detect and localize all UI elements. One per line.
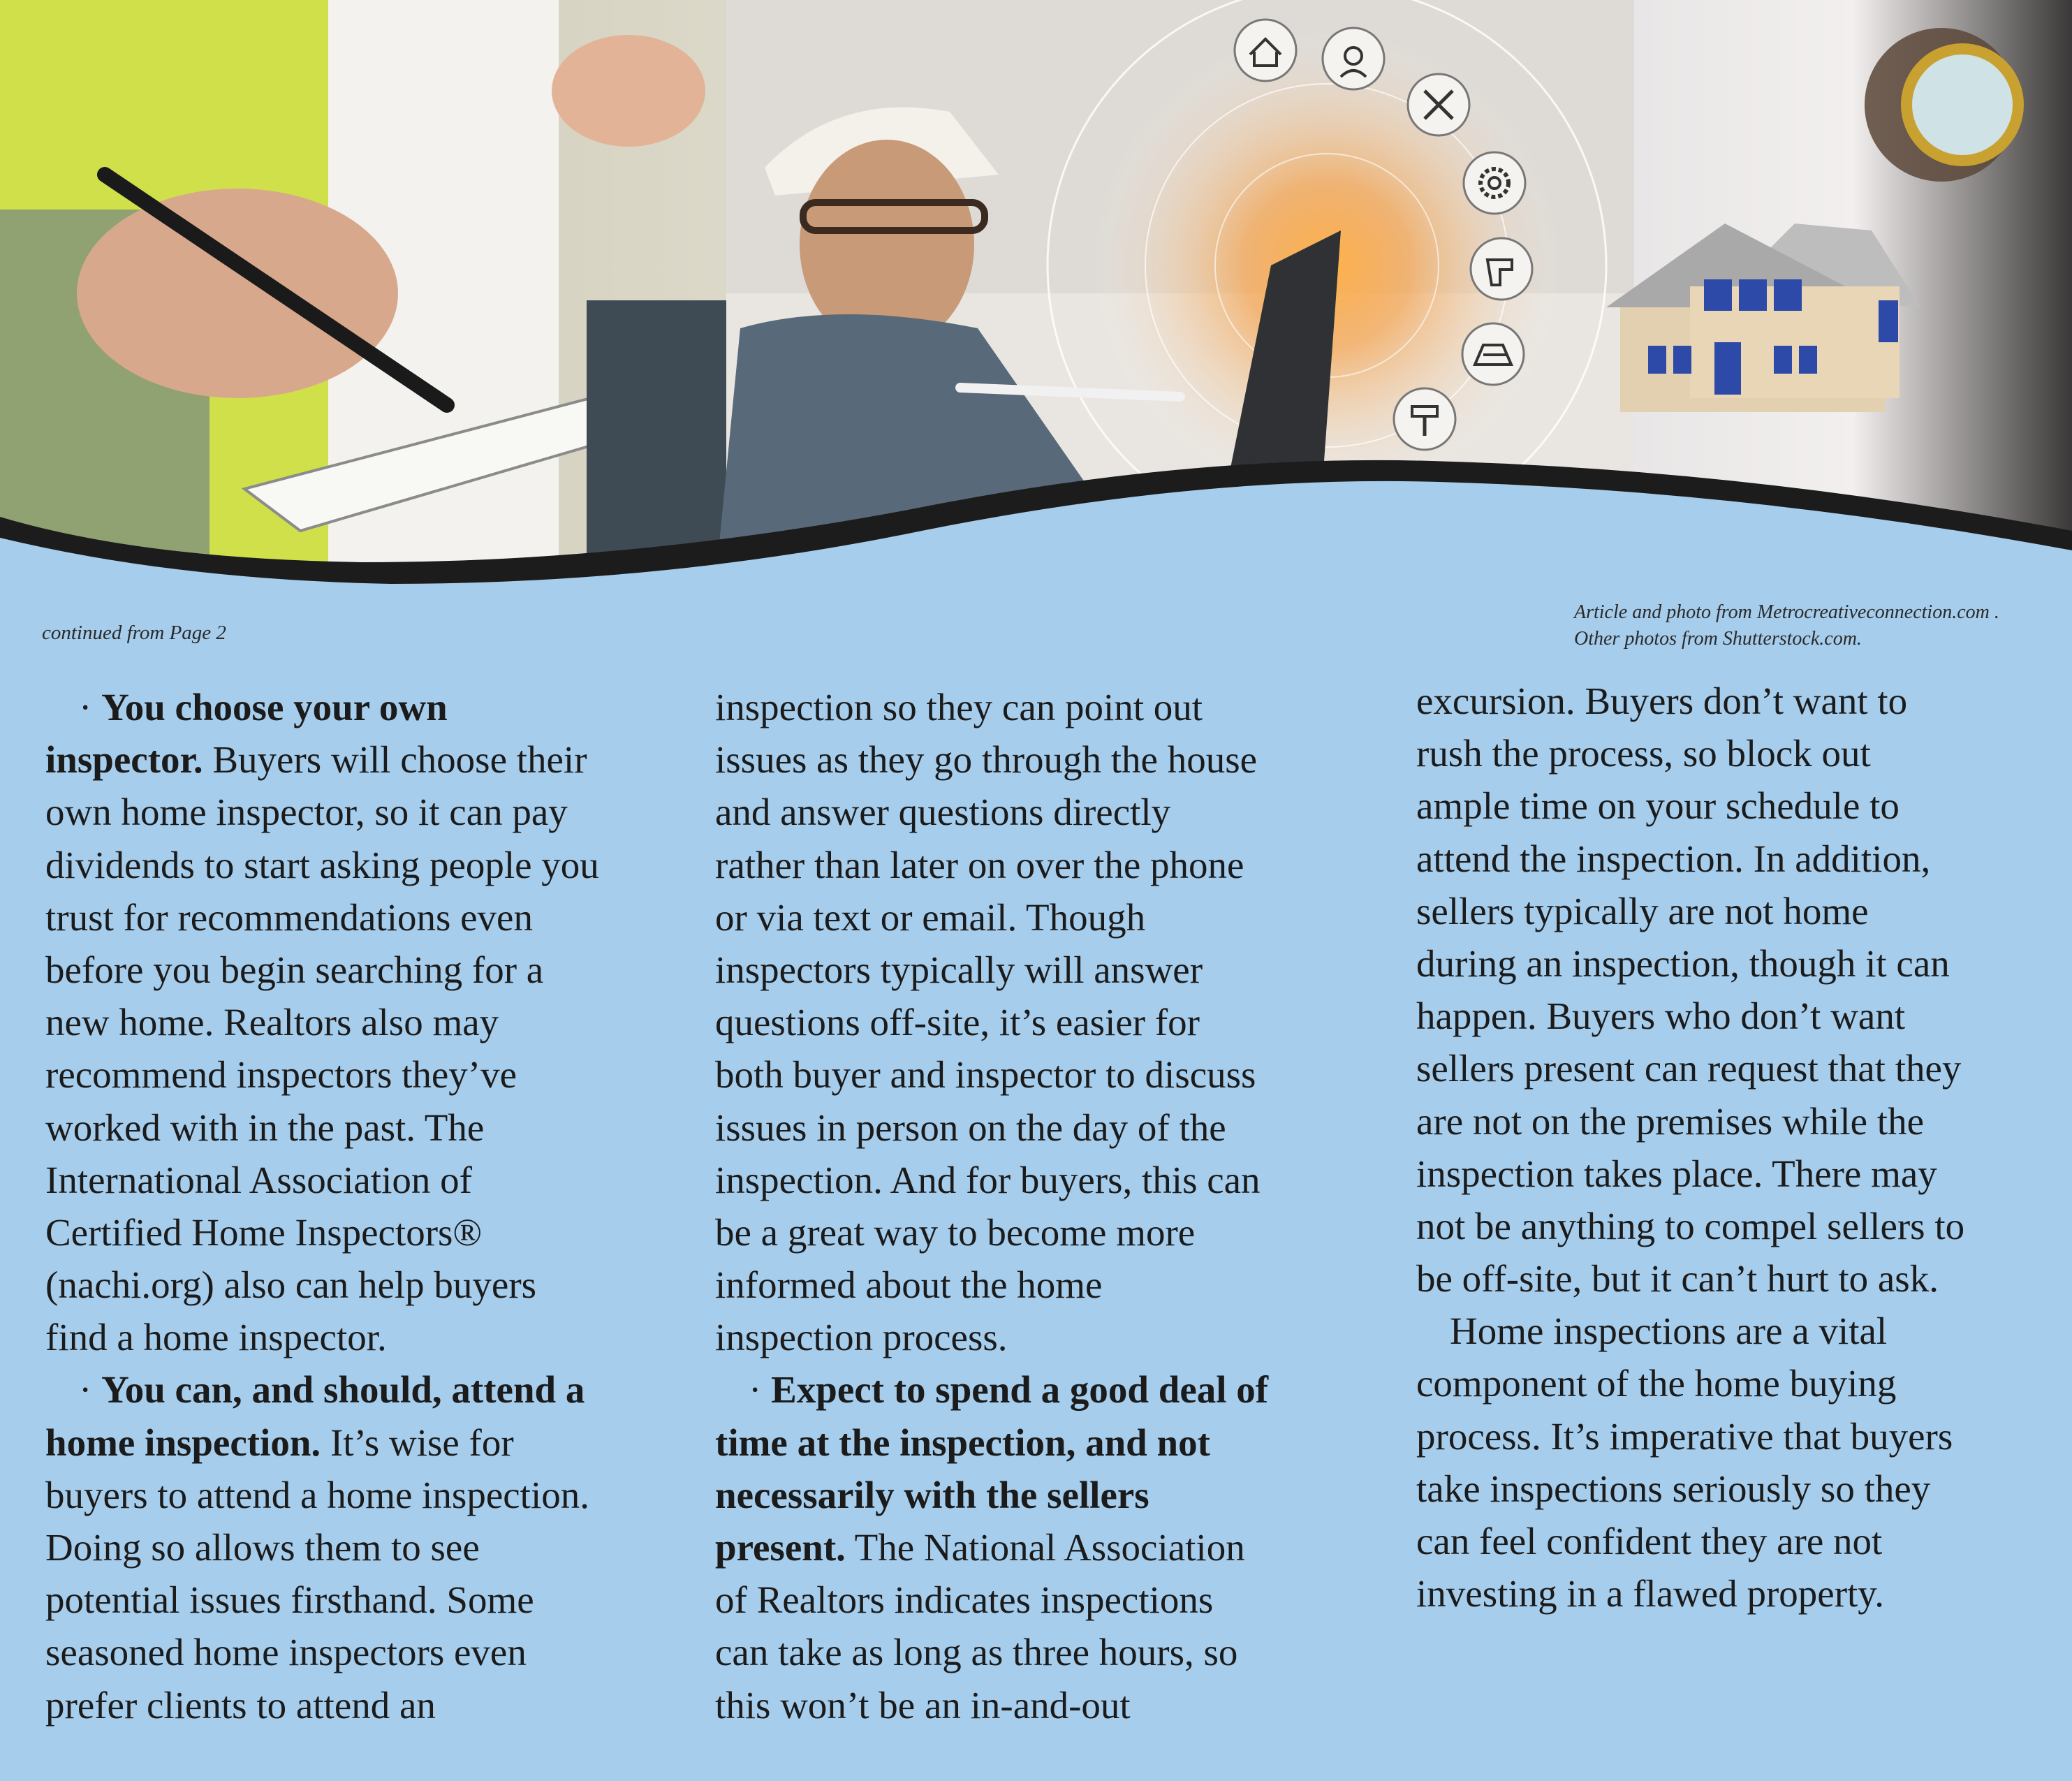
text-line: before you begin searching for a [45,948,544,991]
text-line: informed about the home [715,1263,1103,1307]
photo-credit-line: Article and photo from Metrocreativeconnection.com . [1574,601,1999,623]
floor-plan-icon [1462,323,1524,385]
text-line: potential issues firsthand. Some [45,1578,534,1622]
text-line [45,681,688,733]
magnifying-glass [1906,49,2018,161]
text-line: of Realtors indicates inspections [715,1578,1214,1622]
text-line [715,1521,1358,1574]
photo-credit-line: Other photos from Shutterstock.com. [1574,628,1862,650]
subhead: inspector. [45,738,203,782]
text-line: (nachi.org) also can help buyers [45,1263,537,1307]
text-line: inspection takes place. There may [1416,1152,1937,1195]
text-line [45,733,688,786]
subhead: You can, and should, attend a [101,1368,585,1412]
text-line: take inspections seriously so they [1416,1467,1931,1510]
text-line: prefer clients to attend an [45,1683,436,1727]
text-line [715,1363,1358,1416]
text-line: worked with in the past. The [45,1106,485,1149]
text-line: Doing so allows them to see [45,1526,480,1569]
text-line: happen. Buyers who don’t want [1416,995,1906,1038]
text-line: Home inspections are a vital [1450,1310,1888,1353]
text-line: issues in person on the day of the [715,1106,1226,1149]
text-line: be a great way to become more [715,1210,1196,1254]
text-line: inspection process. [715,1316,1008,1359]
text-line: be off-site, but it can’t hurt to ask. [1416,1257,1939,1300]
photo-credit [1574,599,1999,652]
subhead: home inspection. [45,1421,321,1464]
bullet: · [749,1368,772,1412]
text-line: issues as they go through the house [715,738,1258,782]
text-line: rush the process, so block out [1416,732,1871,775]
text-line: recommend inspectors they’ve [45,1053,517,1097]
text-line: excursion. Buyers don’t want to [1416,680,1908,722]
text-line: investing in a flawed property. [1416,1572,1884,1615]
text-line: trust for recommendations even [45,895,533,939]
text-line: own home inspector, so it can pay [45,791,568,834]
text-line: International Association of [45,1158,472,1201]
text-line: and answer questions directly [715,791,1171,834]
banner-photo-collage [0,0,2072,615]
text-line: sellers present can request that they [1416,1047,1962,1090]
text-line: inspectors typically will answer [715,948,1203,991]
bullet: · [79,1368,102,1412]
ruler-pencil-icon [1408,74,1469,135]
text-line: process. It’s imperative that buyers [1416,1414,1953,1458]
body-text: The National Association [845,1526,1245,1569]
text-line: can take as long as three hours, so [715,1631,1238,1674]
text-line: inspection. And for buyers, this can [715,1158,1261,1201]
gear-icon [1464,152,1525,214]
text-line: can feel confident they are not [1416,1520,1883,1562]
paint-roller-icon [1394,388,1455,450]
article-column-2 [715,681,1358,1731]
text-line: ample time on your schedule to [1416,784,1900,828]
text-line [715,1416,1358,1469]
bullet: · [79,686,102,728]
text-line: inspection so they can point out [715,686,1203,728]
subhead: necessarily with the sellers [715,1473,1149,1516]
text-line [715,1469,1358,1521]
text-line: not be anything to compel sellers to [1416,1204,1965,1247]
subhead: You choose your own [101,686,448,728]
text-line: find a home inspector. [45,1316,387,1359]
article-column-3 [1416,675,2059,1620]
body-text: Buyers will choose their [203,738,587,782]
house-icon [1235,20,1296,81]
text-line [45,1363,688,1416]
text-line: component of the home buying [1416,1362,1897,1405]
text-line: this won’t be an in-and-out [715,1683,1131,1727]
subhead: time at the inspection, and not [715,1421,1210,1464]
text-line: Certified Home Inspectors® [45,1210,483,1254]
subhead: present. [715,1526,846,1569]
text-line: questions off-site, it’s easier for [715,1001,1200,1044]
body-text: It’s wise for [321,1421,514,1464]
text-line: sellers typically are not home [1416,889,1869,932]
text-line [45,1416,688,1469]
text-line: seasoned home inspectors even [45,1631,527,1674]
text-line: new home. Realtors also may [45,1001,499,1044]
subhead: Expect to spend a good deal of [771,1368,1269,1412]
text-line: attend the inspection. In addition, [1416,837,1931,880]
text-line: are not on the premises while the [1416,1099,1925,1143]
text-line: or via text or email. Though [715,895,1146,939]
hand [77,189,398,398]
text-line: dividends to start asking people you [45,843,599,886]
worker-icon [1323,28,1384,89]
text-line: rather than later on over the phone [715,843,1244,886]
text-line: buyers to attend a home inspection. [45,1473,589,1516]
article-column-1 [45,681,688,1731]
continued-note: continued from Page 2 [42,622,226,644]
text-line: both buyer and inspector to discuss [715,1053,1256,1097]
drill-icon [1471,238,1532,300]
text-line: during an inspection, though it can [1416,941,1950,985]
